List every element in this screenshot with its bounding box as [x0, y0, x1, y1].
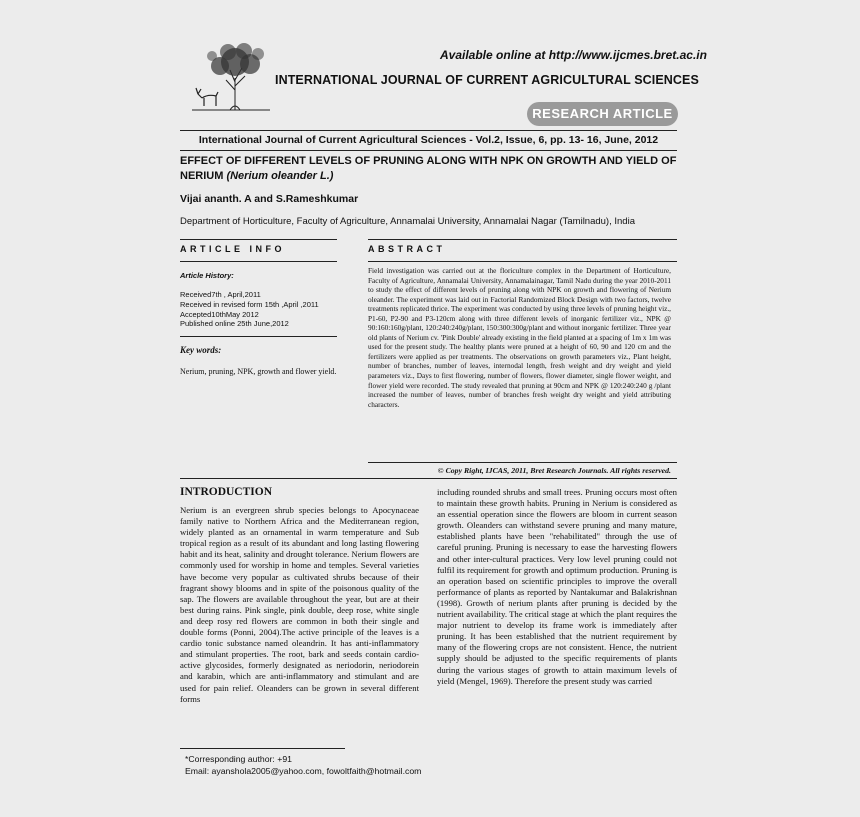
abstract-top-rule	[368, 239, 677, 240]
history-published: Published online 25th June,2012	[180, 319, 289, 329]
keywords-rule	[180, 336, 337, 337]
introduction-right-column: including rounded shrubs and small trees. Pruning occurs most often to maintain these growth habits. Pruning in Nerium is considered as an essential operation since the flowers are bloom in current season growth. Oleanders can withstand severe pruning and many mature, established plants have been "rehabilitated" through the use of careful pruning. Pruning is necessary to ease the harvesting flowers and other inter-cultural practices. Very low level pruning could not fulfil its requirement for growth and optimum production. Pruning is an operation based on scientific principles to improve the overall performance of plants as reported by Nantakumar and Balakrishnan (1998). Growth of nerium plants after pruning is decided by the nutrient availability. The critical stage at which the plant requires the major nutrient to develop its frame work is immediately after pruning. It has been established that the nutrient requirement by many of the flowering crops are not consistent. Hence, the nutrient supply should be adjusted to the specific requirements of plants during the various stages of growth to attain maximum levels of yield (Mengel, 1969). Therefore the present study was carried	[437, 487, 677, 686]
abstract-text: Field investigation was carried out at the floriculture complex in the Department of Horticulture, Faculty of Agriculture, Annamalai University, Annamalainagar, Tamil Nadu during the year 2010-2011 to study the effect of different levels of pruning along with NPK on growth and flowering of Nerium oleander. The experiment was laid out in Factorial Randomized Block Design with two factors, twelve treatments replicated thrice. The experiment was conducted by using three levels of pruning height viz., P1-60, P2-90 and P3-120cm along with three different levels of inorganic fertilizer viz., NPK @ 90:160:160g/plant, 120:240:240g/plant, 150:300:300g/plant and without inorganic fertilizer. Three year old plants of Nerium cv. 'Pink Double' already existing in the field planted at a spacing of 1m x 1m was used for the present study. The healthy plants were pruned at a height of 60, 90 and 120 cm and the fertilizers were applied as per treatments. The observations on growth parameters viz., Plant height, number of branches, number of leaves, internodal length, fresh weight and dry weight and yield parameters viz., Days to first flowering, number of flowers, flower diameter, single flower weight, and flower yield were recorded. The study revealed that pruning at 90cm and NPK @ 120:240:240 g /plant increased the number of leaves, number of branches fresh weight dry weight and yield attributing characters.	[368, 266, 671, 409]
tree-deer-logo-icon	[190, 40, 272, 112]
available-online-url[interactable]: Available online at http://www.ijcmes.bret.ac.in	[440, 48, 707, 62]
history-accepted: Accepted10thMay 2012	[180, 309, 259, 319]
author-affiliation: Department of Horticulture, Faculty of Agriculture, Annamalai University, Annamalai Nagar (Tamilnadu), India	[180, 216, 635, 227]
abstract-section-end-rule	[180, 478, 677, 479]
keywords-label: Key words:	[180, 345, 222, 355]
header-top-rule	[180, 130, 677, 131]
keywords-text: Nerium, pruning, NPK, growth and flower yield.	[180, 367, 337, 376]
article-info-heading-rule	[180, 261, 337, 262]
author-email[interactable]: Email: ayanshola2005@yahoo.com, fowoltfaith@hotmail.com	[185, 766, 422, 776]
introduction-heading: INTRODUCTION	[180, 486, 273, 498]
footnote-rule	[180, 748, 345, 749]
article-authors: Vijai ananth. A and S.Rameshkumar	[180, 193, 359, 205]
article-history-label: Article History:	[180, 271, 234, 280]
introduction-left-column: Nerium is an evergreen shrub species belongs to Apocynaceae family native to Northern Africa and the Mediterranean region, widely planted as an ornamental in warm temperature and Sub tropical region as a result of its abundant and long lasting flowering habit and its heat, salinity and drought tolerance. Nerium flowers are commonly used for worship in home and temples. Several varieties have become very popular as cultivated shrubs because of their fragrant showy blooms and in spite of the poisonous quality of the sap. The flowers are available throughout the year, but are at their best during rains. Pink single, pink double, deep rose, white single and deep rosy red flowers are common in both their single and double forms (Ponni, 2004).The active principle of the leaves is a cardio tonic substance named oleandrin. It has anti-inflammatory and stimulant properties. The root, bark and seeds contain cardio-active glycosides, formerly designated as neriodorin, neriodorein and karabin, which are anti-inflammatory and stimulant and are used for pain relief. Oleanders can be grown in several different forms	[180, 505, 419, 704]
article-title-main: EFFECT OF DIFFERENT LEVELS OF PRUNING ALONG WITH NPK ON GROWTH AND YIELD OF NERIUM	[180, 155, 677, 182]
history-revised: Received in revised form 15th ,April ,2011	[180, 299, 319, 309]
journal-name: INTERNATIONAL JOURNAL OF CURRENT AGRICULTURAL SCIENCES	[275, 73, 699, 87]
article-info-heading: ARTICLE INFO	[180, 244, 285, 254]
article-title-species: (Nerium oleander L.)	[226, 170, 334, 182]
abstract-heading: ABSTRACT	[368, 244, 446, 254]
corresponding-author: *Corresponding author: +91	[185, 754, 292, 764]
article-info-top-rule	[180, 239, 337, 240]
article-title	[180, 154, 680, 184]
copyright-notice: © Copy Right, IJCAS, 2011, Bret Research Journals. All rights reserved.	[437, 466, 671, 475]
abstract-bottom-rule	[368, 462, 677, 463]
research-article-badge: RESEARCH ARTICLE	[527, 102, 678, 126]
history-received: Received7th , April,2011	[180, 290, 261, 299]
abstract-heading-rule	[368, 261, 677, 262]
citation-line: International Journal of Current Agricultural Sciences - Vol.2, Issue, 6, pp. 13- 16, June, 2012	[198, 134, 659, 146]
header-bottom-rule	[180, 150, 677, 151]
article-history-list	[180, 290, 319, 329]
